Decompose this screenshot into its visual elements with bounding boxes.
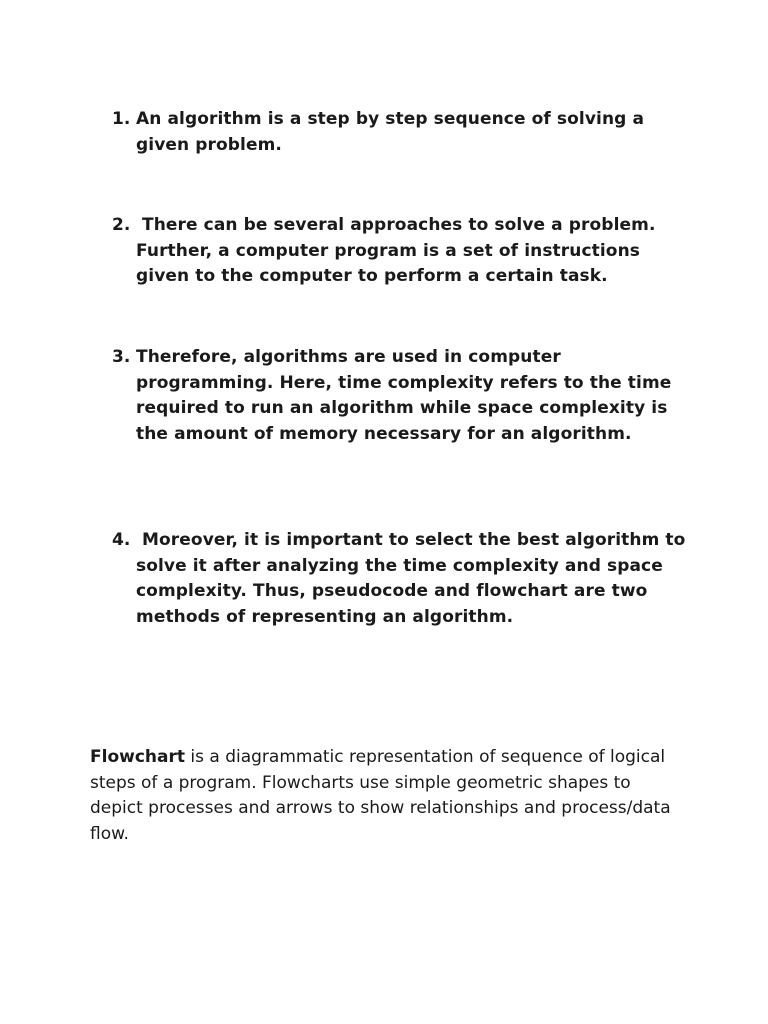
list-item-number: 2. [112, 215, 137, 235]
flowchart-definition: is a diagrammatic representation of sequence of logical steps of a program. Flowcharts use simple geometric shapes to depict processes and arrows to show relationships and process/data flow. [90, 747, 671, 844]
list-item [112, 345, 692, 447]
list-item [112, 213, 692, 290]
list-item-number: 3. [112, 347, 131, 367]
list-item-text: An algorithm is a step by step sequence of solving a given problem. [136, 109, 645, 155]
list-item-text-content: Moreover, it is important to select the best algorithm to solve it after analyzing the time complexity and space complexity. Thus, pseudocode and flowchart are two methods of representing an algorithm. [136, 530, 686, 627]
list-item [112, 107, 692, 158]
list-item [112, 528, 692, 630]
list-item-text [136, 213, 692, 290]
list-item-number: 4. [112, 530, 137, 550]
list-item-text-content: There can be several approaches to solve a problem. Further, a computer program is a set of instructions given to the computer to perform a certain task. [136, 215, 656, 286]
flowchart-paragraph [90, 745, 680, 847]
list-item-number: 1. [112, 109, 131, 129]
list-item-text: Therefore, algorithms are used in computer programming. Here, time complexity refers to the time required to run an algorithm while space complexity is the amount of memory necessary for an algorithm. [136, 347, 672, 444]
flowchart-term: Flowchart [90, 747, 185, 767]
list-item-text [136, 528, 692, 630]
